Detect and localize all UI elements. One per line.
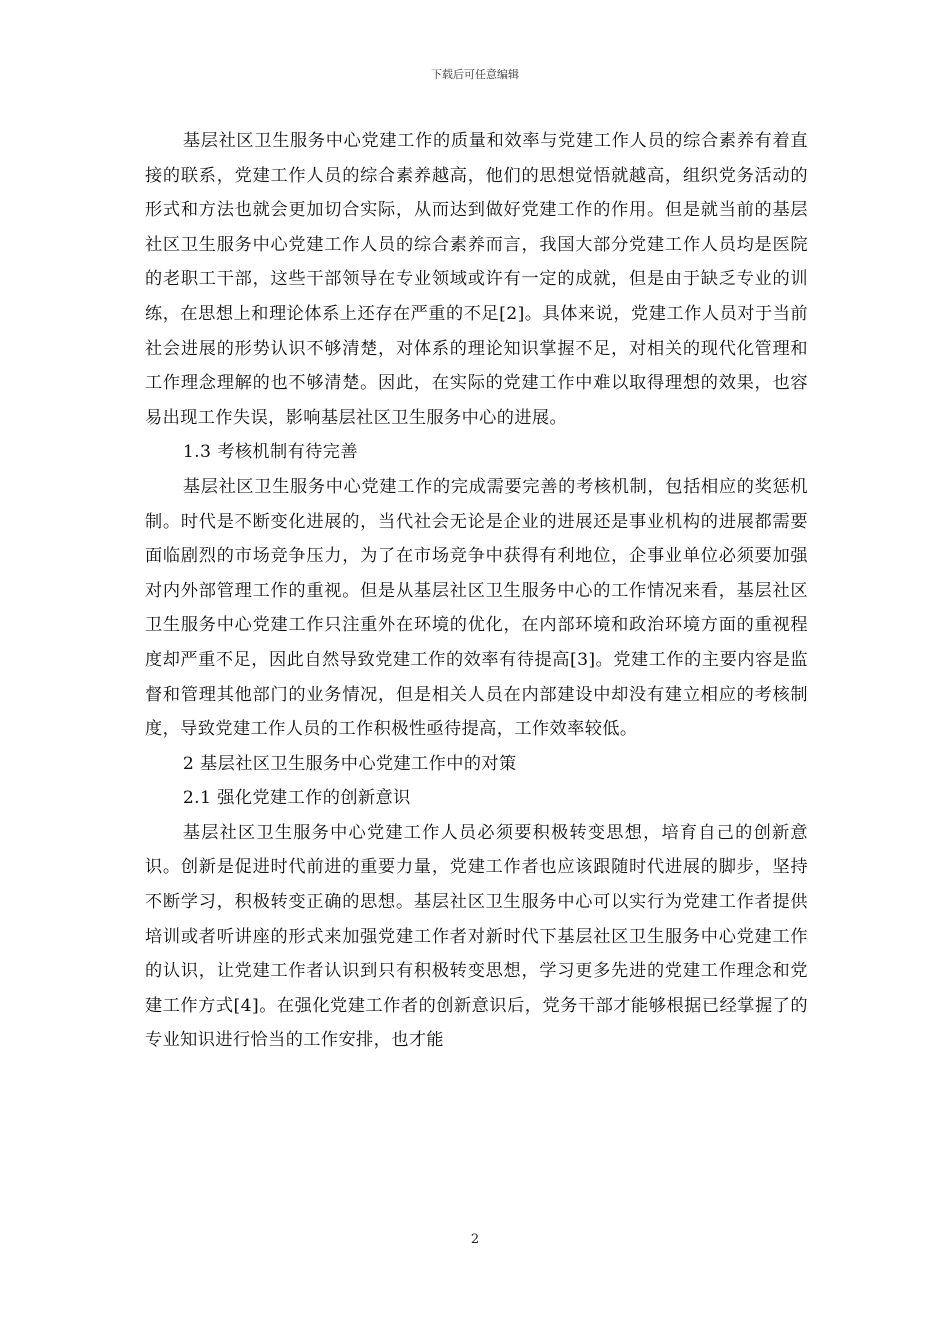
page-number: 2 [470, 1232, 480, 1247]
section-heading: 1.3 考核机制有待完善 [182, 442, 358, 463]
section-heading: 2 基层社区卫生服务中心党建工作中的对策 [182, 753, 517, 774]
document-body [145, 124, 808, 1058]
paragraph: 基层社区卫生服务中心党建工作人员必须要积极转变思想，培育自己的创新意识。创新是促进时代前进的重要力量，党建工作者也应该跟随时代进展的脚步，坚持不断学习，积极转变正确的思想。基层社区卫生服务中心可以实行为党建工作者提供培训或者听讲座的形式来加强党建工作者对新时代下基层社区卫生服务中心党建工作的认识，让党建工作者认识到只有积极转变思想，学习更多先进的党建工作理念和党建工作方式[4]。在强化党建工作者的创新意识后，党务干部才能够根据已经掌握了的专业知识进行恰当的工作安排，也才能 [145, 822, 808, 1051]
page-header-note: 下载后可任意编辑 [431, 68, 519, 81]
paragraph: 基层社区卫生服务中心党建工作的质量和效率与党建工作人员的综合素养有着直接的联系，党建工作人员的综合素养越高，他们的思想觉悟就越高，组织党务活动的形式和方法也就会更加切合实际，从而达到做好党建工作的作用。但是就当前的基层社区卫生服务中心党建工作人员的综合素养而言，我国大部分党建工作人员均是医院的老职工干部，这些干部领导在专业领域或许有一定的成就，但是由于缺乏专业的训练，在思想上和理论体系上还存在严重的不足[2]。具体来说，党建工作人员对于当前社会进展的形势认识不够清楚，对体系的理论知识掌握不足，对相关的现代化管理和工作理念理解的也不够清楚。因此，在实际的党建工作中难以取得理想的效果，也容易出现工作失误，影响基层社区卫生服务中心的进展。 [145, 131, 808, 428]
paragraph: 基层社区卫生服务中心党建工作的完成需要完善的考核机制，包括相应的奖惩机制。时代是不断变化进展的，当代社会无论是企业的进展还是事业机构的进展都需要面临剧烈的市场竞争压力，为了在市场竞争中获得有利地位，企事业单位必须要加强对内外部管理工作的重视。但是从基层社区卫生服务中心的工作情况来看，基层社区卫生服务中心党建工作只注重外在环境的优化，在内部环境和政治环境方面的重视程度却严重不足，因此自然导致党建工作的效率有待提高[3]。党建工作的主要内容是监督和管理其他部门的业务情况，但是相关人员在内部建设中却没有建立相应的考核制度，导致党建工作人员的工作积极性亟待提高，工作效率较低。 [145, 476, 808, 740]
section-heading: 2.1 强化党建工作的创新意识 [182, 788, 411, 809]
